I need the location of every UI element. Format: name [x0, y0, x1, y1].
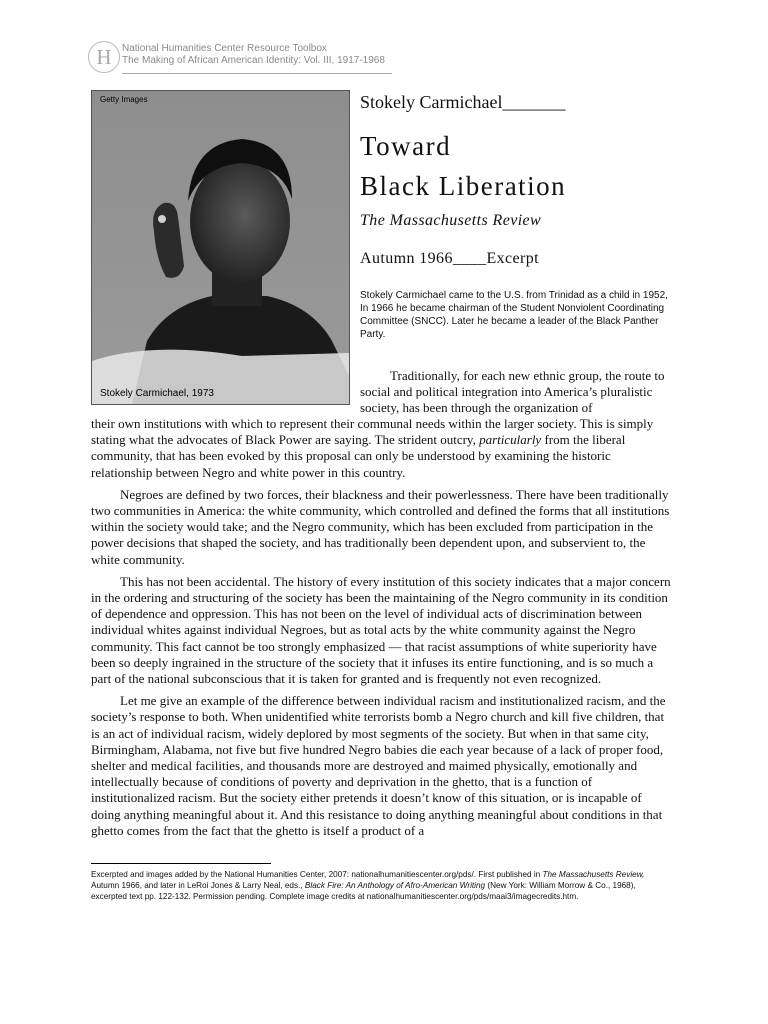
photo-caption: Stokely Carmichael, 1973 [100, 388, 214, 399]
title-line-1: Toward [360, 131, 452, 161]
document-title [360, 126, 566, 206]
portrait-image [92, 91, 349, 404]
header-text [122, 43, 392, 67]
paragraph-3: This has not been accidental. The history of every institution of this society indicates that a major concern in the ordering and structuring of the society has been the maintaining of the Negro community in its condition of dependence and oppression. This has not been on the level of individual acts of discrimination between individual whites against individual Negroes, but as total acts by the white community against the Negro community. This fact cannot be too strongly emphasized — that racist assumptions of white superiority have been so deeply ingrained in the structure of the society that it infuses its entire functioning, and is so much a part of the national subconscious that it is taken for granted and is frequently not even recognized. [91, 573, 671, 687]
body-text [91, 416, 671, 845]
footnote-rule [91, 863, 271, 864]
footnote: Excerpted and images added by the National Humanities Center, 2007: nationalhumanitiescenter.org/pds/. First published in The Massachusetts Review, Autumn 1966, and later in LeRoi Jones & Larry Neal, eds., Black Fire: An Anthology of Afro-American Writing (New York: William Morrow & Co., 1968), excerpted text pp. 122-132. Permission pending. Complete image credits at nationalhumanitiescenter.org/pds/maai3/imagecredits.htm. [91, 870, 645, 901]
emphasis-particularly: particularly [479, 432, 542, 448]
author-bio: Stokely Carmichael came to the U.S. from Trinidad as a child in 1952, In 1966 he became chairman of the Student Nonviolent Coordinating Committee (SNCC). Later he became a leader of the Black Panther Party. [360, 290, 668, 340]
author-name: Stokely Carmichael_______ [360, 92, 566, 112]
publication-source: The Massachusetts Review [360, 212, 542, 229]
publication-date: Autumn 1966____Excerpt [360, 250, 539, 267]
page-header [88, 40, 392, 80]
intro-paragraph [360, 368, 670, 417]
paragraph-1-continued: their own institutions with which to represent their communal needs within the larger society. This is simply stating what the advocates of Black Power are saying. The strident outcry, particularly from the liberal community, that has been evoked by this proposal can only be understood by examining the historic relationship between Negro and white power in this country. [91, 416, 654, 480]
nhc-logo-icon: H [88, 41, 120, 73]
portrait-photo [91, 90, 350, 405]
intro-text: Traditionally, for each new ethnic group, the route to social and political integration into America’s pluralistic society, has been through the organization of [360, 368, 665, 416]
header-rule [122, 73, 392, 74]
header-line-2: The Making of African American Identity: Vol. III, 1917-1968 [122, 55, 385, 66]
header-line-1: National Humanities Center Resource Toolbox [122, 43, 327, 54]
photo-credit: Getty Images [100, 95, 148, 104]
title-line-2: Black Liberation [360, 171, 567, 201]
paragraph-4: Let me give an example of the difference between individual racism and institutionalized racism, and the society’s response to both. When unidentified white terrorists bomb a Negro church and kill five children, that is an act of individual racism, widely deplored by most segments of the society. But when in that same city, Birmingham, Alabama, not five but five hundred Negro babies die each year because of a lack of proper food, shelter and medical facilities, and thousands more are destroyed and maimed physically, emotionally and intellectually because of conditions of poverty and deprivation in the ghetto, that is a function of institutionalized racism. But the society either pretends it doesn’t know of this situation, or is incapable of doing anything meaningful about it. And this resistance to doing anything meaningful about conditions in that ghetto comes from the fact that the ghetto is itself a product of a [91, 693, 666, 838]
paragraph-2: Negroes are defined by two forces, their blackness and their powerlessness. There have been traditionally two communities in America: the white community, which controlled and defined the forms that all institutions within the society would take; and the Negro community, which has been excluded from participation in the power decisions that shaped the society, and has traditionally been dependent upon, and subservient to, the white community. [91, 486, 670, 567]
